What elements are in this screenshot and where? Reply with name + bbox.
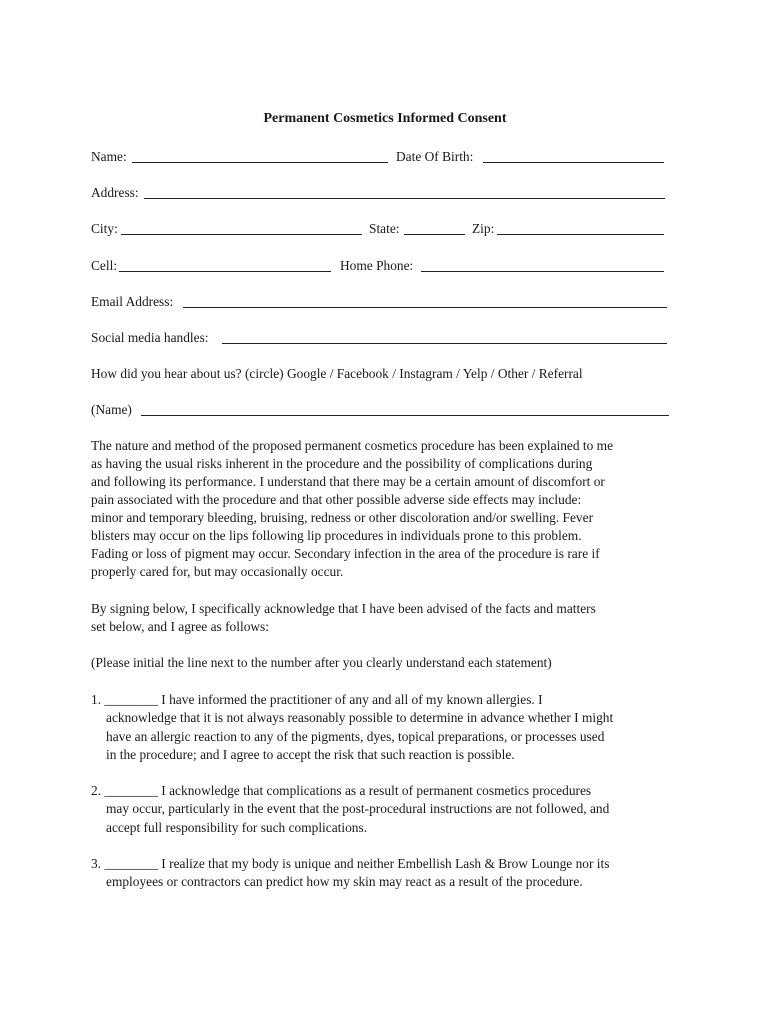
social-label: Social media handles: xyxy=(91,330,209,345)
paragraph-line: The nature and method of the proposed permanent cosmetics procedure has been explained to me xyxy=(91,438,614,453)
paragraph-line: pain associated with the procedure and that other possible adverse side effects may include: xyxy=(91,492,582,507)
form-title: Permanent Cosmetics Informed Consent xyxy=(263,111,507,126)
paragraph-line: minor and temporary bleeding, bruising, redness or other discoloration and/or swelling. Fever xyxy=(91,510,594,525)
cell-label: Cell: xyxy=(91,258,118,273)
address-field[interactable] xyxy=(144,198,665,199)
dob-field[interactable] xyxy=(483,162,664,163)
statement-line: 1. ________ I have informed the practitioner of any and all of my known allergies. I xyxy=(91,692,543,707)
city-label: City: xyxy=(91,221,118,236)
home-phone-label: Home Phone: xyxy=(340,258,414,273)
zip-field[interactable] xyxy=(497,234,664,235)
risk-explanation-paragraph xyxy=(91,437,691,581)
dob-label: Date Of Birth: xyxy=(396,149,474,164)
address-label: Address: xyxy=(91,185,139,200)
referral-name-field[interactable] xyxy=(141,415,669,416)
statement-line: may occur, particularly in the event that the post-procedural instructions are not followed, and xyxy=(106,801,610,817)
email-label: Email Address: xyxy=(91,294,174,309)
email-field[interactable] xyxy=(183,307,667,308)
acknowledgement-paragraph xyxy=(91,600,691,636)
statement-line: employees or contractors can predict how my skin may react as a result of the procedure. xyxy=(106,874,583,890)
statement-line: have an allergic reaction to any of the pigments, dyes, topical preparations, or processes used xyxy=(106,728,605,744)
initial-instruction: (Please initial the line next to the number after you clearly understand each statement) xyxy=(91,655,552,670)
paragraph-line: and following its performance. I understand that there may be a certain amount of discomfort or xyxy=(91,474,605,489)
statement-line: 2. ________ I acknowledge that complications as a result of permanent cosmetics procedures xyxy=(91,783,592,798)
paragraph-line: as having the usual risks inherent in the procedure and the possibility of complications during xyxy=(91,456,593,471)
statement-line: 3. ________ I realize that my body is unique and neither Embellish Lash & Brow Lounge nor its xyxy=(91,856,610,871)
social-field[interactable] xyxy=(222,343,667,344)
home-phone-field[interactable] xyxy=(421,271,664,272)
paragraph-line: set below, and I agree as follows: xyxy=(91,619,269,634)
name-field[interactable] xyxy=(132,162,388,163)
paragraph-line: Fading or loss of pigment may occur. Secondary infection in the area of the procedure is rare if xyxy=(91,546,600,561)
statement-item-3[interactable] xyxy=(91,855,691,892)
paragraph-line: properly cared for, but may occasionally occur. xyxy=(91,564,344,579)
statement-line: accept full responsibility for such complications. xyxy=(106,819,368,835)
city-field[interactable] xyxy=(121,234,362,235)
state-label: State: xyxy=(369,221,400,236)
paragraph-line: By signing below, I specifically acknowledge that I have been advised of the facts and matters xyxy=(91,601,596,616)
referral-name-label: (Name) xyxy=(91,402,132,417)
name-label: Name: xyxy=(91,149,127,164)
state-field[interactable] xyxy=(404,234,465,235)
statement-line: acknowledge that it is not always reasonably possible to determine in advance whether I might xyxy=(106,710,614,726)
statement-item-1[interactable] xyxy=(91,691,691,765)
statement-line: in the procedure; and I agree to accept the risk that such reaction is possible. xyxy=(106,747,515,763)
referral-source-question: How did you hear about us? (circle) Google / Facebook / Instagram / Yelp / Other / Referral xyxy=(91,366,583,381)
paragraph-line: blisters may occur on the lips following lip procedures in individuals prone to this problem. xyxy=(91,528,582,543)
statement-item-2[interactable] xyxy=(91,782,691,837)
cell-field[interactable] xyxy=(119,271,331,272)
zip-label: Zip: xyxy=(472,221,495,236)
